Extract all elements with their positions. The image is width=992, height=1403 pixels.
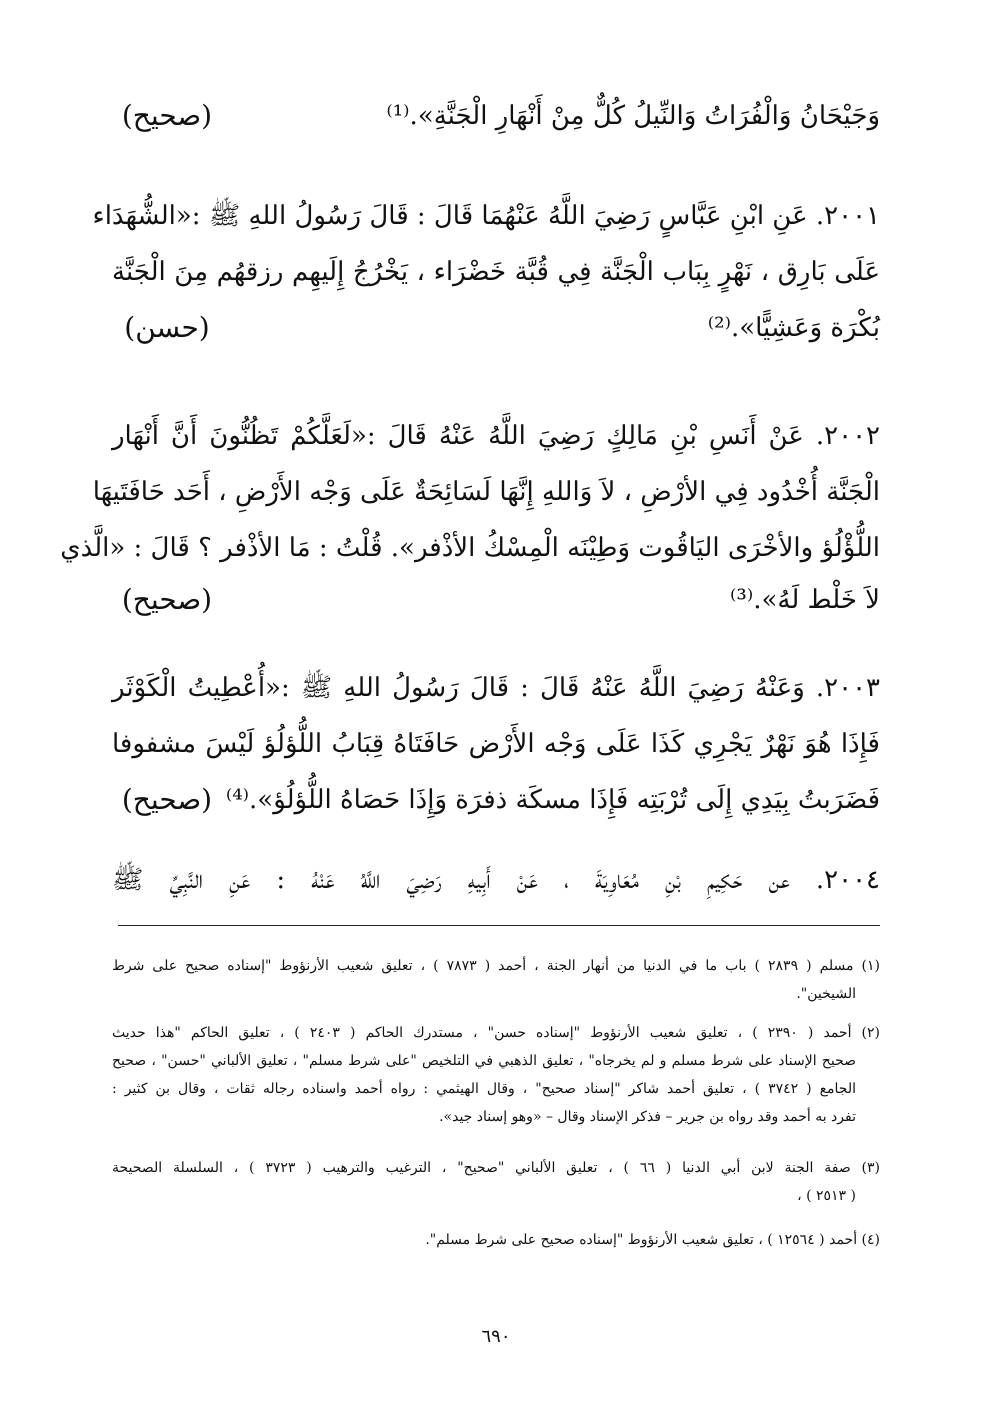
footnote-1-line-2: الشيخين". [796, 986, 856, 1002]
footnote-2-line-2: صحيح الإسناد على شرط مسلم و لم يخرجاه" ، تعليق الذهبي في التلخيص "على شرط مسلم" ، تعليق الألباني "حسن" ، صحيح [112, 1053, 856, 1069]
hadith-2000-grade: (صحيح) [121, 99, 213, 132]
footnote-4 [112, 1226, 880, 1254]
hadith-2004-line-1: ٢٠٠٤. عن حَكِيمِ بْنِ مُعَاوِيَةَ ، عَنْ أَبِيهِ رَضِيَ اللَّهُ عَنْهُ : عَنِ النَّبِيِّ ﷺ [112, 865, 880, 895]
footnote-1-line-1: (١) مسلم ( ٢٨٣٩ ) باب ما في الدنيا من أنهار الجنة ، أحمد ( ٧٨٧٣ ) ، تعليق شعيب الأرنؤوط "إسناده صحيح على شرط [112, 958, 881, 974]
footnote-1 [112, 952, 880, 1008]
footnote-2-line-1: (٢) أحمد ( ٢٣٩٠ ) ، تعليق شعيب الأرنؤوط "إسناده حسن" ، مستدرك الحاكم ( ٢٤٠٣ ) ، تعليق الحاكم "هذا حديث [112, 1025, 881, 1041]
hadith-2003-grade: (صحيح) [121, 783, 213, 816]
hadith-2002-line-4: لاَ خَلْط لَهُ».⁽³⁾ [730, 585, 880, 615]
hadith-2002-grade: (صحيح) [121, 583, 213, 616]
footnote-2 [112, 1019, 880, 1131]
footnote-3 [112, 1154, 880, 1210]
footnote-3-line-2: ( ٢٥١٣ ) ، [797, 1188, 856, 1204]
hadith-2001-grade: (حسن) [124, 311, 210, 344]
hadith-2003-line-1: ٢٠٠٣. وَعَنْهُ رَضِيَ اللَّهُ عَنْهُ قَالَ : قَالَ رَسُولُ اللهِ ﷺ :«أُعْطِيتُ الْكَوْثَر [112, 673, 880, 703]
footnote-2-line-4: تفرد به أحمد وقد رواه بن جرير – فذكر الإسناد وقال – «وهو إسناد جيد». [439, 1109, 856, 1125]
footnote-3-line-1: (٣) صفة الجنة لابن أبي الدنيا ( ٦٦ ) ، تعليق الألباني "صحيح" ، الترغيب والترهيب ( ٣٧٢٣ ) ، السلسلة الصحيحة [112, 1160, 881, 1176]
hadith-2003-line-2: فَإِذَا هُوَ نَهْرٌ يَجْرِي كَذَا عَلَى وَجْه الأَرْض حَافَتَاهُ قِبَابُ اللُّؤلُؤ لَيْسَ مشفوفا [112, 729, 880, 759]
hadith-2000-line-1: وَجَيْحَانُ وَالْفُرَاتُ وَالنِّيلُ كُلٌّ مِنْ أَنْهَارِ الْجَنَّةِ».⁽¹⁾ [386, 101, 880, 131]
page-number: ٦٩٠ [481, 1326, 511, 1347]
footnote-4-line-1: (٤) أحمد ( ١٢٥٦٤ ) ، تعليق شعيب الأرنؤوط "إسناده صحيح على شرط مسلم". [425, 1232, 880, 1248]
hadith-2001-line-3: بُكْرَة وَعَشِيًّا».⁽²⁾ [707, 313, 880, 343]
hadith-2002-line-3: اللُّؤْلُؤ والأخْرَى اليَاقُوت وَطِيْنَه الْمِسْكُ الأذْفر». قُلْتُ : مَا الأذْفر ؟ قَالَ : «الَّذي [60, 533, 880, 563]
hadith-2001-line-1: ٢٠٠١. عَنِ ابْنِ عَبَّاسٍ رَضِيَ اللَّهُ عَنْهُمَا قَالَ : قَالَ رَسُولُ اللهِ ﷺ :«الشُّهَدَاء [92, 201, 880, 231]
footnote-2-line-3: الجامع ( ٣٧٤٢ ) ، تعليق أحمد شاكر "إسناد صحيح" ، وقال الهيثمي : رواه أحمد واسناده رجاله ثقات ، وقال بن كثير : [112, 1081, 856, 1097]
hadith-2001-line-2: عَلَى بَارِق ، نَهْرٍ بِبَاب الْجَنَّة فِي قُبَّة خَضْرَاء ، يَخْرُجُ إِلَيهِم رزقهُم مِنَ الْجَنَّة [112, 257, 880, 287]
hadith-2002-line-1: ٢٠٠٢. عَنْ أَنَسِ بْنِ مَالِكٍ رَضِيَ اللَّهُ عَنْهُ قَالَ :«لَعَلَّكُمْ تَظُنُّونَ أَنَّ أَنْهَار [112, 421, 880, 451]
footnote-separator [118, 925, 880, 926]
hadith-2002-line-2: الْجَنَّة أُخْدُود فِي الأرْضِ ، لاَ وَاللهِ إِنَّهَا لَسَائِحَةٌ عَلَى وَجْه الأَرْضِ ، أَحَد حَافَتَيهَا [92, 477, 880, 507]
hadith-2003-line-3: فَضَرَبتُ بِيَدِي إِلَى تُرْبَتِه فَإِذَا مسكَة ذفرَة وَإِذَا حَصَاهُ اللُّؤلُؤ».⁽⁴⁾ [225, 785, 880, 815]
